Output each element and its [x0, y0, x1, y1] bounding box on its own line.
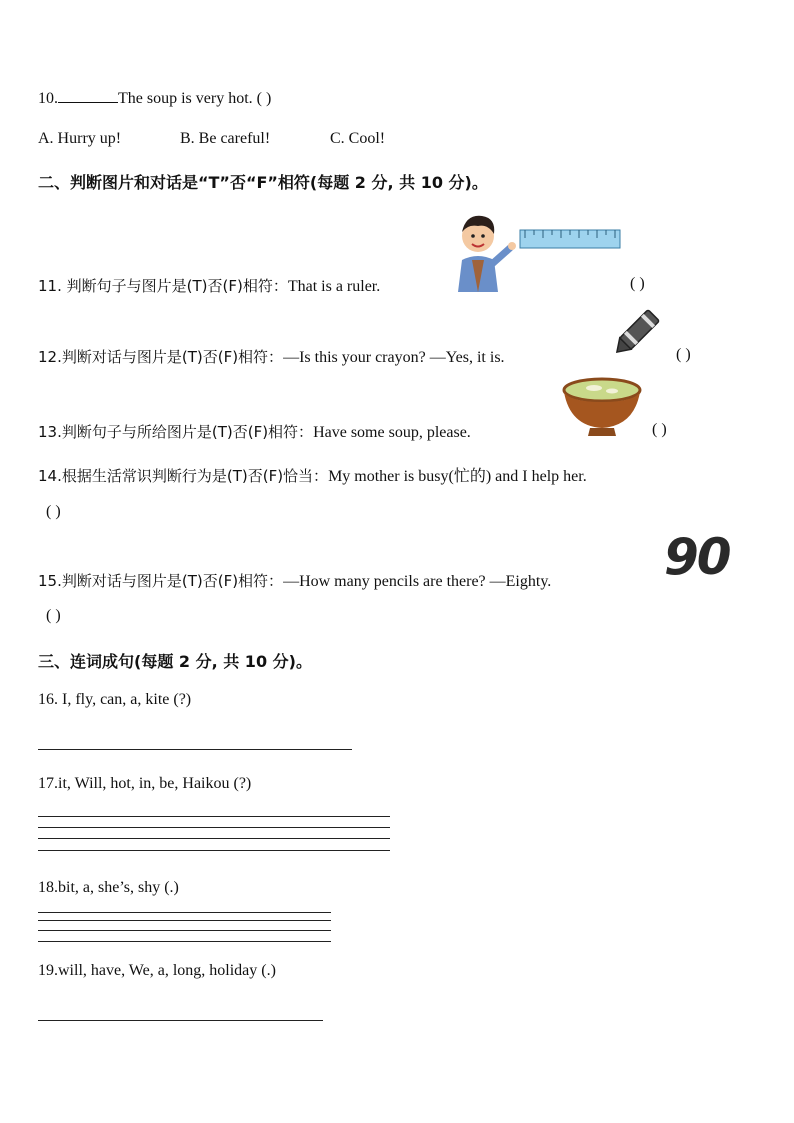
question-16: 16. I, fly, can, a, kite (?) [38, 691, 192, 708]
question-14 [38, 463, 587, 486]
question-10-option-a: A. Hurry up! [38, 130, 122, 147]
answer-line[interactable] [38, 912, 331, 913]
soup-bowl-image [560, 374, 644, 443]
answer-line[interactable] [38, 930, 331, 931]
section-3-heading: 三、连词成句(每题 2 分, 共 10 分)。 [38, 652, 312, 671]
question-14-answer-paren[interactable]: ( ) [46, 503, 61, 520]
question-10-option-c: C. Cool! [330, 130, 386, 147]
answer-line[interactable] [38, 920, 331, 921]
question-11-text: That is a ruler. [287, 278, 381, 295]
question-15-answer-paren[interactable]: ( ) [46, 607, 61, 624]
question-12-answer-paren[interactable]: ( ) [676, 346, 691, 363]
question-13-text: Have some soup, please. [313, 424, 471, 441]
question-14-text: My mother is busy(忙的) and I help her. [328, 468, 587, 485]
answer-line[interactable] [38, 749, 352, 750]
question-15-text: —How many pencils are there? —Eighty. [283, 573, 552, 590]
question-10-text: The soup is very hot. ( ) [118, 90, 272, 107]
question-10-option-b: B. Be careful! [180, 130, 271, 147]
answer-line[interactable] [38, 838, 390, 839]
question-11 [38, 275, 380, 296]
question-12-prefix: 12.判断对话与图片是(T)否(F)相符： [38, 348, 284, 366]
question-10-number: 10. [38, 90, 58, 107]
number-ninety-image: 90 [664, 528, 730, 586]
section-2-heading: 二、判断图片和对话是“T”否“F”相符(每题 2 分, 共 10 分)。 [38, 173, 488, 192]
answer-line[interactable] [38, 850, 390, 851]
question-13 [38, 421, 471, 442]
answer-line[interactable] [38, 827, 390, 828]
question-13-prefix: 13.判断句子与所给图片是(T)否(F)相符： [38, 423, 314, 441]
question-11-answer-paren[interactable]: ( ) [630, 275, 645, 292]
answer-line[interactable] [38, 816, 390, 817]
boy-with-ruler-image [448, 208, 624, 299]
answer-blank[interactable] [58, 88, 118, 103]
question-12-text: —Is this your crayon? —Yes, it is. [283, 349, 505, 366]
question-18: 18.bit, a, she’s, shy (.) [38, 879, 179, 896]
answer-line[interactable] [38, 1020, 323, 1021]
question-12 [38, 346, 505, 367]
crayon-image [608, 304, 664, 367]
question-15 [38, 570, 551, 591]
question-10 [38, 88, 271, 108]
question-17: 17.it, Will, hot, in, be, Haikou (?) [38, 775, 252, 792]
question-15-prefix: 15.判断对话与图片是(T)否(F)相符： [38, 572, 284, 590]
question-14-prefix: 14.根据生活常识判断行为是(T)否(F)恰当： [38, 467, 329, 485]
question-13-answer-paren[interactable]: ( ) [652, 421, 667, 438]
answer-line[interactable] [38, 941, 331, 942]
question-11-prefix: 11. 判断句子与图片是(T)否(F)相符： [38, 277, 288, 295]
question-19: 19.will, have, We, a, long, holiday (.) [38, 962, 276, 979]
